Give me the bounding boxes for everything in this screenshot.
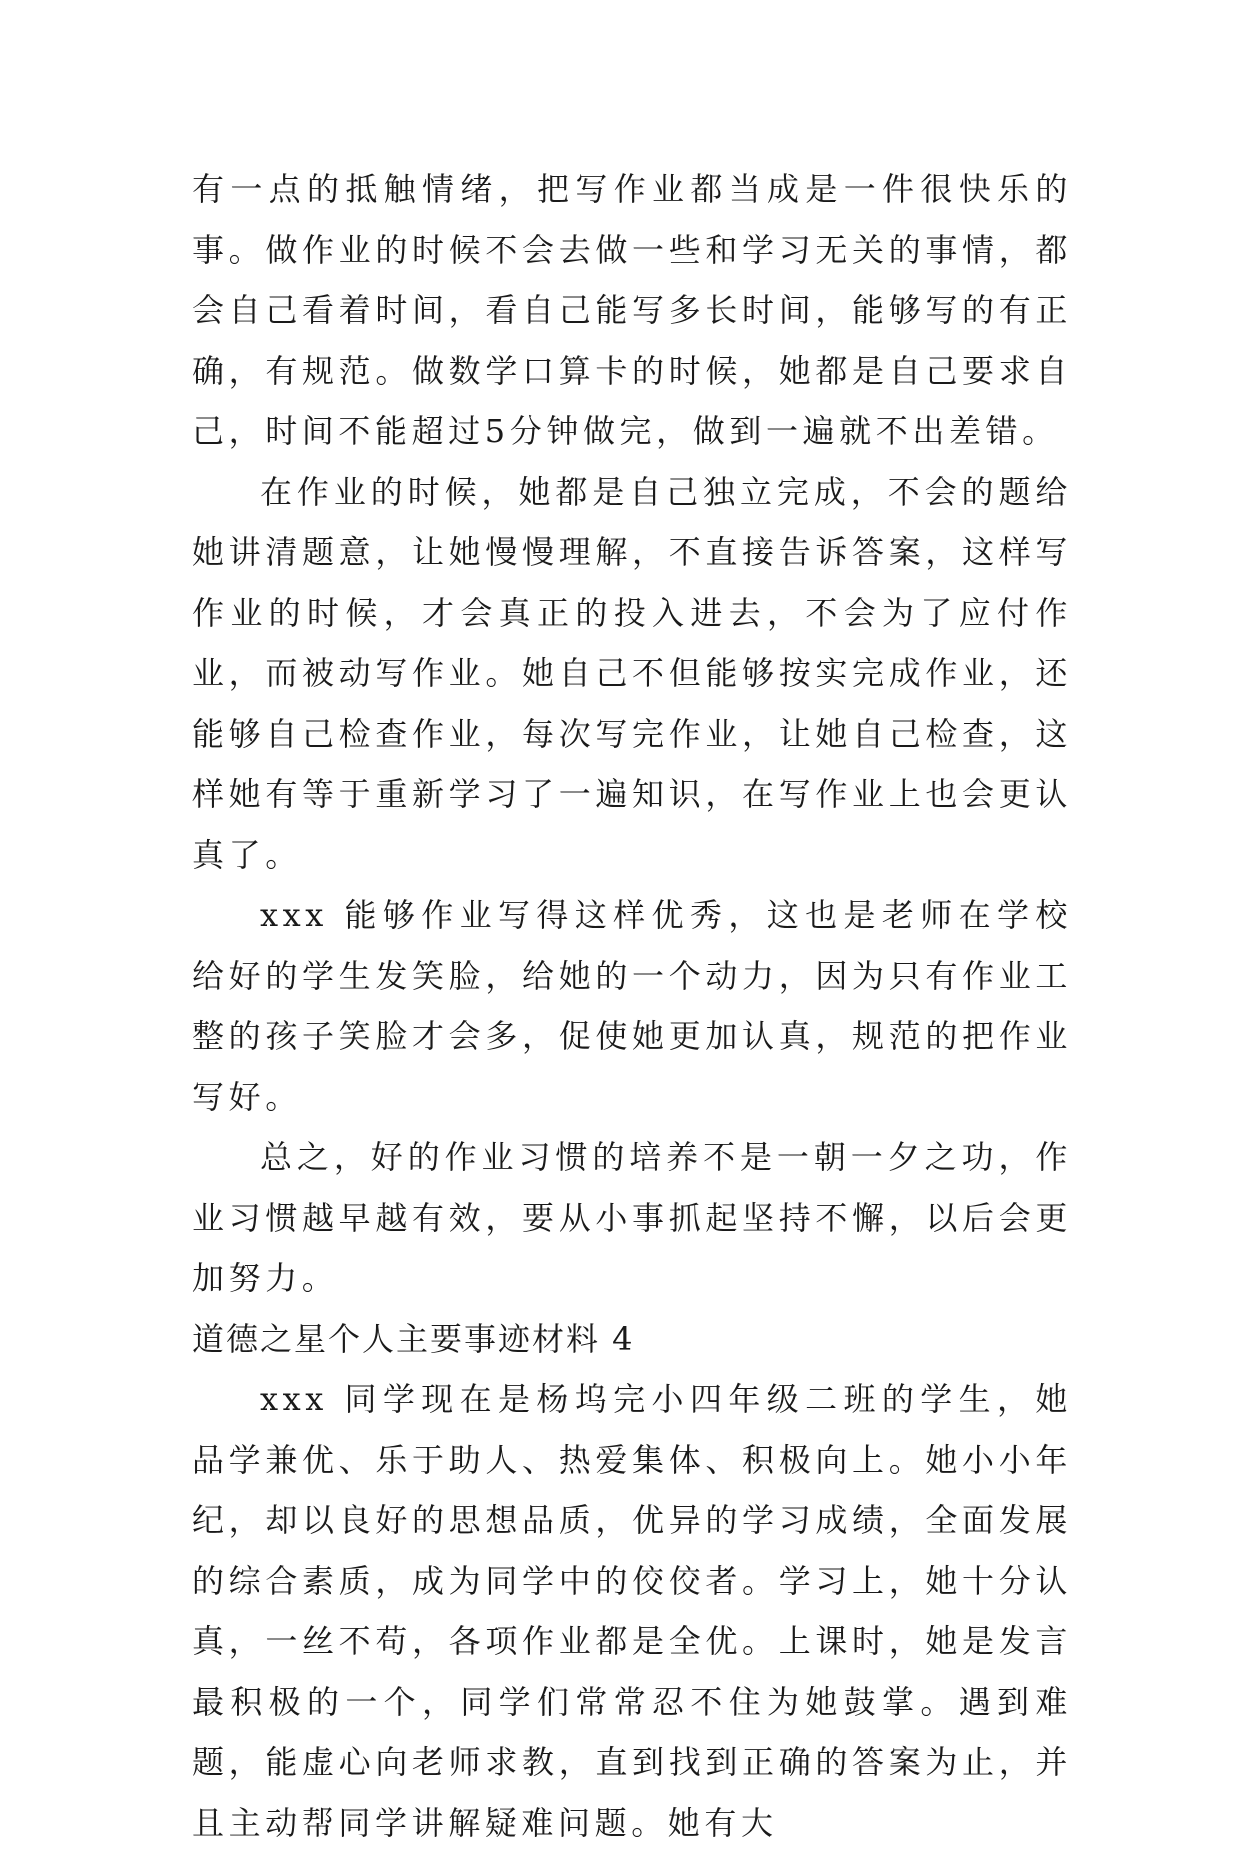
paragraph-5: xxx 同学现在是杨坞完小四年级二班的学生，她品学兼优、乐于助人、热爱集体、积极向上。她小小年纪，却以良好的思想品质，优异的学习成绩，全面发展的综合素质，成为同学中的佼佼者。学习上，她十分认真，一丝不苟，各项作业都是全优。上课时，她是发言最积极的一个，同学们常常忍不住为她鼓掌。遇到难题，能虚心向老师求教，直到找到正确的答案为止，并且主动帮同学讲解疑难问题。她有大 — [192, 1380, 1072, 1842]
paragraph-1: 有一点的抵触情绪，把写作业都当成是一件很快乐的事。做作业的时候不会去做一些和学习无关的事情，都会自己看着时间，看自己能写多长时间，能够写的有正确，有规范。做数学口算卡的时候，她都是自己要求自己，时间不能超过5分钟做完，做到一遍就不出差错。 — [192, 170, 1072, 450]
paragraph-3: xxx 能够作业写得这样优秀，这也是老师在学校给好的学生发笑脸，给她的一个动力，因为只有作业工整的孩子笑脸才会多，促使她更加认真，规范的把作业写好。 — [192, 896, 1072, 1116]
paragraph-4: 总之，好的作业习惯的培养不是一朝一夕之功，作业习惯越早越有效，要从小事抓起坚持不懈，以后会更加努力。 — [192, 1138, 1072, 1297]
section-title: 道德之星个人主要事迹材料 4 — [192, 1319, 635, 1358]
paragraph-2: 在作业的时候，她都是自己独立完成，不会的题给她讲清题意，让她慢慢理解，不直接告诉答案，这样写作业的时候，才会真正的投入进去，不会为了应付作业，而被动写作业。她自己不但能够按实完成作业，还能够自己检查作业，每次写完作业，让她自己检查，这样她有等于重新学习了一遍知识，在写作业上也会更认真了。 — [192, 472, 1072, 874]
document-body — [192, 159, 1072, 1853]
